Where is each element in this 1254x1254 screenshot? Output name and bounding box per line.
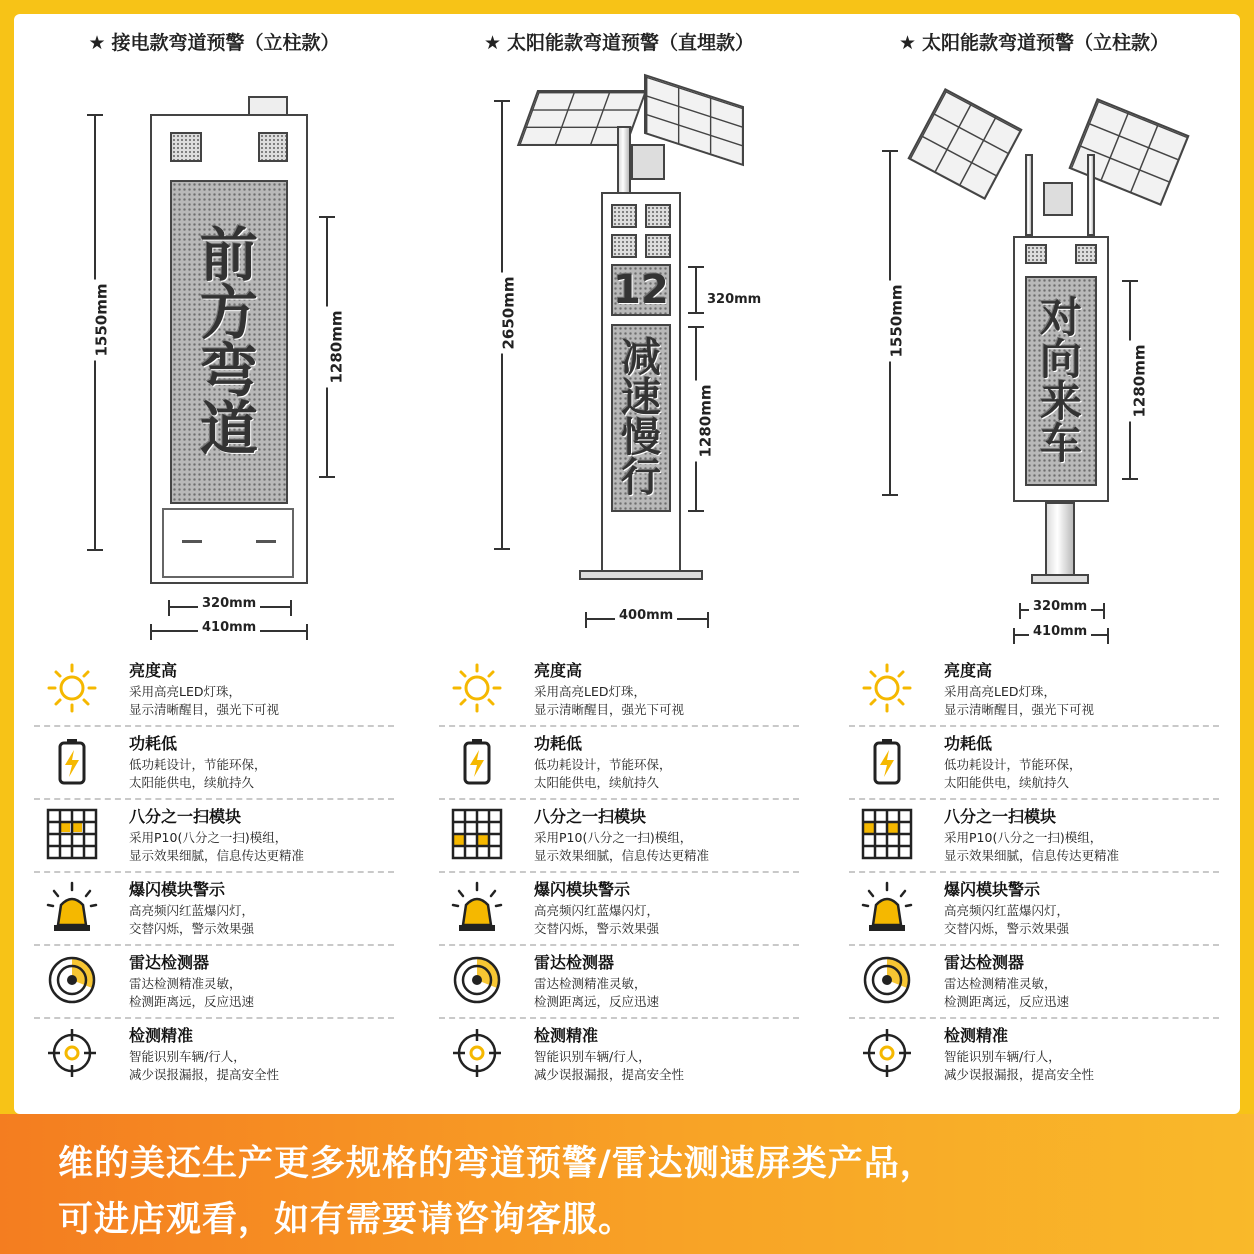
- product-title: ★ 太阳能款弯道预警（立柱款）: [898, 32, 1170, 54]
- feature-desc: 显示清晰醒目，强光下可视: [944, 702, 1095, 717]
- panel-height-dimension-label: 1280mm: [1129, 340, 1151, 421]
- feature-desc: 显示清晰醒目，强光下可视: [129, 702, 280, 717]
- feature-title: 功耗低: [534, 734, 583, 753]
- battery-icon: [46, 735, 98, 787]
- support-post: [617, 126, 631, 198]
- support-post: [1087, 154, 1095, 236]
- base-plate: [1031, 574, 1089, 584]
- feature-desc: 采用P10(八分之一扫)模组，: [944, 830, 1103, 845]
- feature-desc: 低功耗设计，节能环保，: [129, 757, 267, 772]
- feature-item-brightness: [34, 654, 394, 727]
- radar-camera: [1043, 182, 1073, 216]
- feature-title: 检测精准: [129, 1026, 194, 1045]
- feature-item-flash: [439, 873, 799, 946]
- target-icon: [46, 1027, 98, 1079]
- siren-icon: [451, 881, 503, 933]
- feature-desc: 减少误报漏报，提高安全性: [534, 1067, 685, 1082]
- feature-desc: 交替闪烁，警示效果强: [534, 921, 660, 936]
- product-column-1: [34, 14, 394, 1114]
- feature-desc: 显示清晰醒目，强光下可视: [534, 702, 685, 717]
- battery-icon: [451, 735, 503, 787]
- height-dimension-label: 1550mm: [886, 280, 908, 361]
- feature-desc: 太阳能供电，续航持久: [129, 775, 255, 790]
- feature-item-module: [439, 800, 799, 873]
- feature-item-precision: [439, 1019, 799, 1092]
- grid-module-icon: [451, 808, 503, 860]
- speed-height-dimension-label: 320mm: [703, 292, 765, 307]
- feature-item-flash: [34, 873, 394, 946]
- feature-desc: 检测距离远，反应迅速: [534, 994, 660, 1009]
- inner-width-dimension-label: 320mm: [1029, 599, 1091, 614]
- feature-item-power: [34, 727, 394, 800]
- feature-title: 亮度高: [129, 661, 178, 680]
- feature-desc: 高亮频闪红蓝爆闪灯，: [944, 903, 1070, 918]
- column-post: [1045, 502, 1075, 576]
- feature-desc: 低功耗设计，节能环保，: [534, 757, 672, 772]
- feature-title: 雷达检测器: [534, 953, 615, 972]
- feature-desc: 采用高亮LED灯珠，: [534, 684, 646, 699]
- base-width-dimension-label: 400mm: [615, 608, 677, 623]
- led-sign-text: 对向来车: [1039, 293, 1082, 468]
- inner-width-dimension-label: 320mm: [198, 596, 260, 611]
- star-icon: ★: [483, 32, 502, 54]
- flash-module: [645, 204, 671, 228]
- feature-item-brightness: [439, 654, 799, 727]
- flash-module-left: [170, 132, 202, 162]
- feature-item-flash: [849, 873, 1219, 946]
- radar-icon: [861, 954, 913, 1006]
- feature-desc: 显示效果细腻，信息传达更精准: [944, 848, 1120, 863]
- speed-value-text: 12: [613, 267, 669, 313]
- product-column-2: [439, 14, 799, 1114]
- grid-module-icon: [46, 808, 98, 860]
- base-plate: [579, 570, 703, 580]
- vent-slot: [256, 540, 276, 543]
- battery-icon: [861, 735, 913, 787]
- feature-desc: 高亮频闪红蓝爆闪灯，: [534, 903, 660, 918]
- feature-title: 爆闪模块警示: [534, 880, 631, 899]
- sun-icon: [46, 662, 98, 714]
- star-icon: ★: [898, 32, 917, 54]
- feature-desc: 智能识别车辆/行人，: [944, 1049, 1061, 1064]
- led-display-panel: [170, 180, 288, 504]
- feature-desc: 智能识别车辆/行人，: [129, 1049, 246, 1064]
- grid-module-icon: [861, 808, 913, 860]
- feature-desc: 显示效果细腻，信息传达更精准: [129, 848, 305, 863]
- top-camera-housing: [248, 96, 288, 116]
- panel-height-dimension-label: 1280mm: [695, 380, 717, 461]
- siren-icon: [46, 881, 98, 933]
- star-icon: ★: [88, 32, 106, 54]
- feature-desc: 高亮频闪红蓝爆闪灯，: [129, 903, 255, 918]
- feature-desc: 太阳能供电，续航持久: [944, 775, 1070, 790]
- product-title: ★ 太阳能款弯道预警（直埋款）: [483, 32, 755, 54]
- led-display-panel: [1025, 276, 1097, 486]
- product-drawing: [849, 64, 1219, 644]
- feature-desc: 显示效果细腻，信息传达更精准: [534, 848, 710, 863]
- feature-desc: 检测距离远，反应迅速: [129, 994, 255, 1009]
- feature-desc: 智能识别车辆/行人，: [534, 1049, 651, 1064]
- led-sign-text: 减速慢行: [621, 335, 661, 501]
- target-icon: [451, 1027, 503, 1079]
- flash-module-right: [258, 132, 288, 162]
- feature-item-brightness: [849, 654, 1219, 727]
- flash-module: [1075, 244, 1097, 264]
- feature-desc: 采用高亮LED灯珠，: [944, 684, 1056, 699]
- product-column-3: [849, 14, 1219, 1114]
- feature-title: 爆闪模块警示: [129, 880, 226, 899]
- height-dimension-label: 2650mm: [498, 272, 520, 353]
- feature-list: [849, 654, 1219, 1092]
- speed-height-dimension-line: [695, 266, 697, 314]
- feature-title: 检测精准: [944, 1026, 1009, 1045]
- feature-item-power: [849, 727, 1219, 800]
- feature-item-precision: [849, 1019, 1219, 1092]
- feature-desc: 采用P10(八分之一扫)模组，: [129, 830, 288, 845]
- solar-panel-left: [907, 88, 1022, 200]
- feature-list: [34, 654, 394, 1092]
- feature-title: 功耗低: [129, 734, 178, 753]
- feature-desc: 采用P10(八分之一扫)模组，: [534, 830, 693, 845]
- feature-item-precision: [34, 1019, 394, 1092]
- feature-desc: 交替闪烁，警示效果强: [129, 921, 255, 936]
- outer-width-dimension-label: 410mm: [1029, 624, 1091, 639]
- footer-text-line-1: 维的美还生产更多规格的弯道预警/雷达测速屏类产品，: [58, 1144, 936, 1184]
- radar-icon: [451, 954, 503, 1006]
- feature-title: 功耗低: [944, 734, 993, 753]
- sun-icon: [861, 662, 913, 714]
- feature-desc: 雷达检测精准灵敏，: [129, 976, 242, 991]
- flash-module: [611, 204, 637, 228]
- feature-desc: 检测距离远，反应迅速: [944, 994, 1070, 1009]
- feature-title: 亮度高: [944, 661, 993, 680]
- flash-module: [1025, 244, 1047, 264]
- feature-desc: 减少误报漏报，提高安全性: [129, 1067, 280, 1082]
- target-icon: [861, 1027, 913, 1079]
- feature-item-radar: [849, 946, 1219, 1019]
- feature-title: 亮度高: [534, 661, 583, 680]
- feature-title: 检测精准: [534, 1026, 599, 1045]
- support-post: [1025, 154, 1033, 236]
- flash-module: [645, 234, 671, 258]
- feature-title: 八分之一扫模块: [534, 807, 647, 826]
- feature-list: [439, 654, 799, 1092]
- vent-slot: [182, 540, 202, 543]
- speed-display-panel: [611, 264, 671, 316]
- led-sign-text: 前方弯道: [199, 221, 258, 463]
- sun-icon: [451, 662, 503, 714]
- panel-height-dimension-label: 1280mm: [326, 306, 348, 387]
- footer-text-line-2: 可进店观看，如有需要请咨询客服。: [58, 1200, 635, 1240]
- battery-cabinet: [162, 508, 294, 578]
- product-drawing: [34, 64, 394, 644]
- flash-module: [611, 234, 637, 258]
- product-title: ★ 接电款弯道预警（立柱款）: [88, 32, 340, 54]
- feature-item-radar: [439, 946, 799, 1019]
- feature-desc: 太阳能供电，续航持久: [534, 775, 660, 790]
- feature-title: 雷达检测器: [129, 953, 210, 972]
- height-dimension-label: 1550mm: [91, 279, 113, 360]
- product-sheet: [14, 14, 1240, 1114]
- feature-title: 八分之一扫模块: [129, 807, 242, 826]
- feature-title: 八分之一扫模块: [944, 807, 1057, 826]
- feature-desc: 减少误报漏报，提高安全性: [944, 1067, 1095, 1082]
- feature-desc: 雷达检测精准灵敏，: [534, 976, 647, 991]
- feature-title: 爆闪模块警示: [944, 880, 1041, 899]
- feature-desc: 交替闪烁，警示效果强: [944, 921, 1070, 936]
- radar-camera: [631, 144, 665, 180]
- radar-icon: [46, 954, 98, 1006]
- feature-item-module: [34, 800, 394, 873]
- feature-item-module: [849, 800, 1219, 873]
- led-display-panel: [611, 324, 671, 512]
- feature-desc: 低功耗设计，节能环保，: [944, 757, 1082, 772]
- siren-icon: [861, 881, 913, 933]
- feature-desc: 采用高亮LED灯珠，: [129, 684, 241, 699]
- feature-item-radar: [34, 946, 394, 1019]
- feature-desc: 雷达检测精准灵敏，: [944, 976, 1057, 991]
- feature-title: 雷达检测器: [944, 953, 1025, 972]
- footer-banner: [0, 1114, 1254, 1254]
- product-drawing: [439, 64, 799, 644]
- feature-item-power: [439, 727, 799, 800]
- outer-width-dimension-label: 410mm: [198, 620, 260, 635]
